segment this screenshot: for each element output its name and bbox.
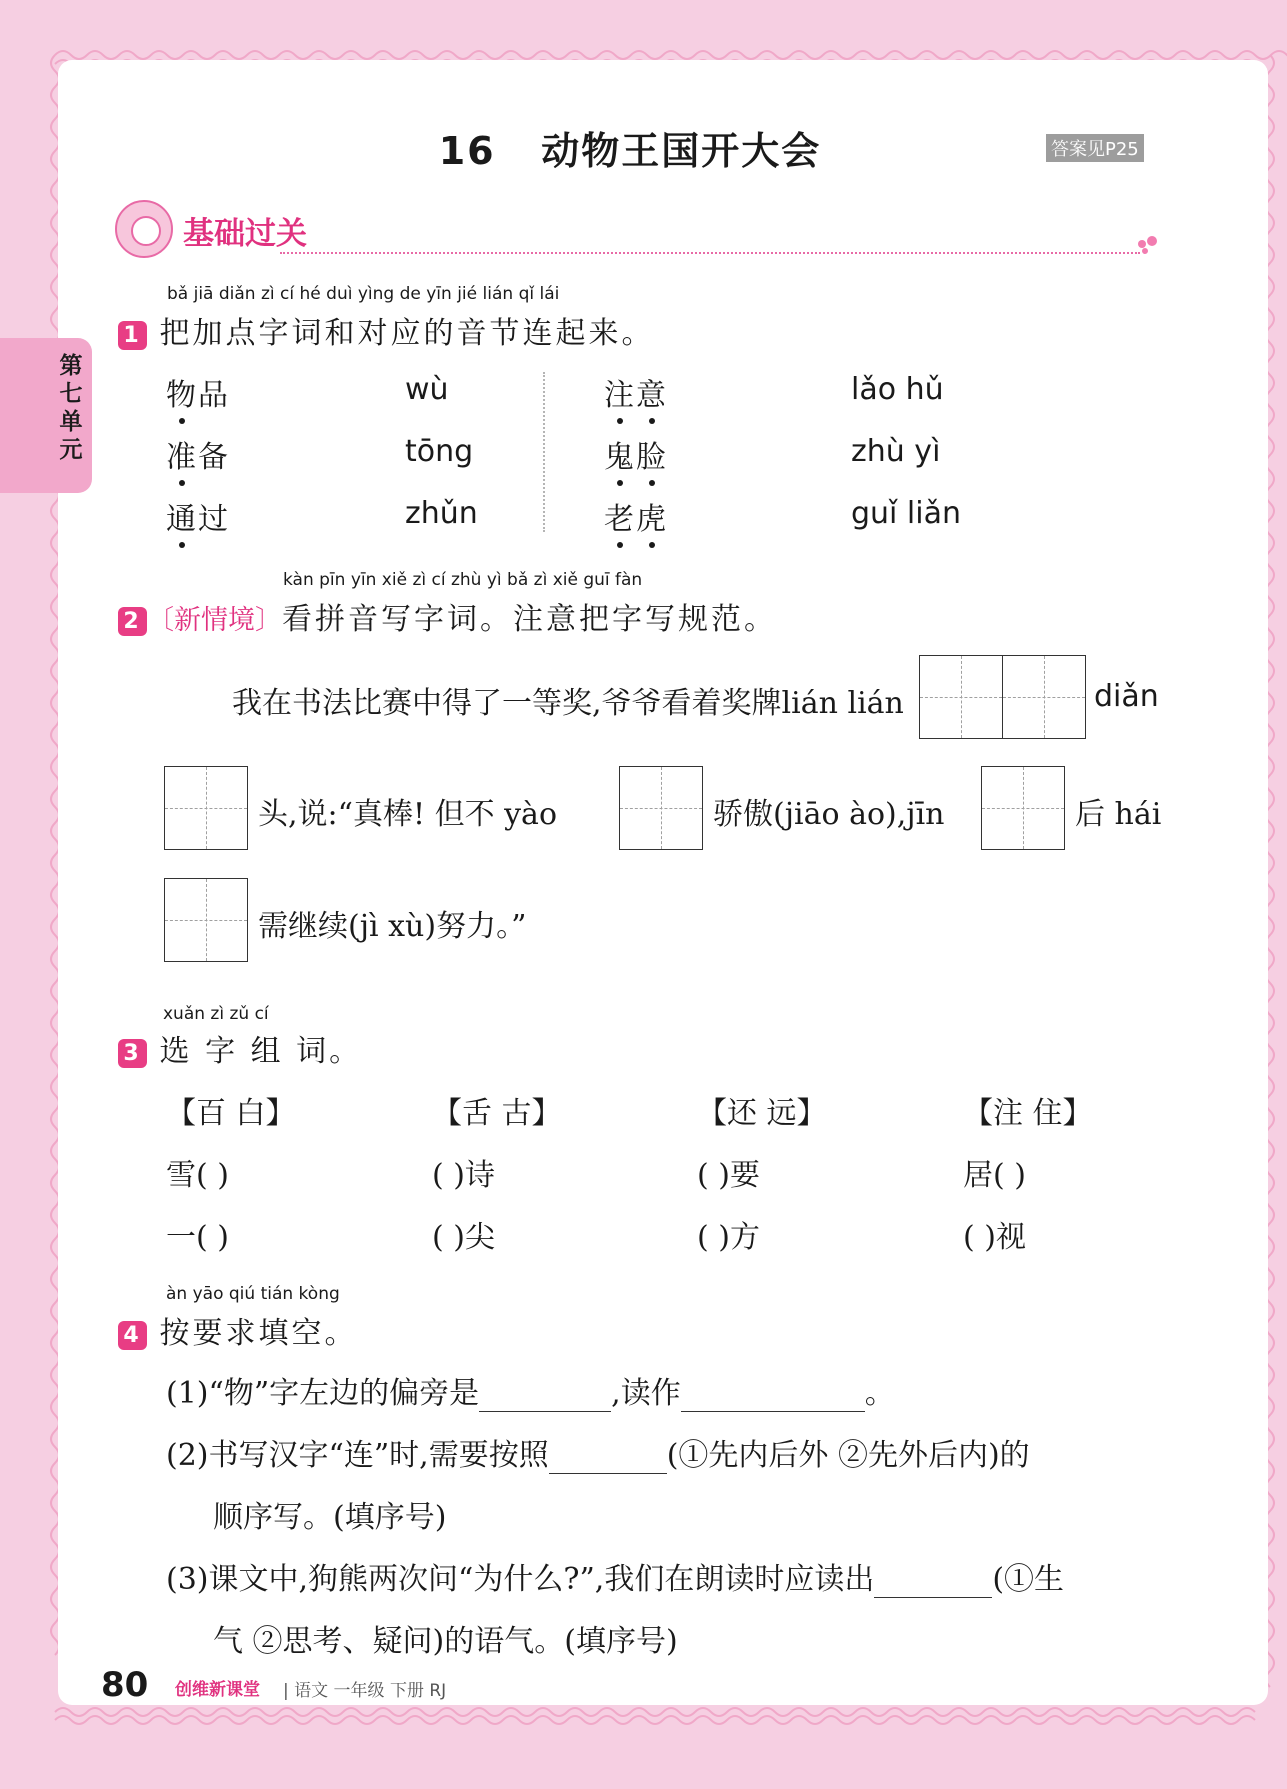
- q4-item-1-a: (1)“物”字左边的偏旁是: [166, 1376, 480, 1411]
- q1-syllable-3[interactable]: zhǔn: [405, 496, 478, 531]
- q1-word-1-dotted-char: 物: [166, 370, 198, 414]
- q1-text: 把加点字词和对应的音节连起来。: [159, 316, 655, 351]
- q1-word-3[interactable]: 通过: [166, 494, 230, 538]
- q4-item-3-c: 气 ②思考、疑问)的语气。(填序号): [213, 1624, 678, 1659]
- footer-brand: 创维新课堂: [175, 1680, 260, 1700]
- q3-blank-3-2[interactable]: ( )方: [697, 1220, 760, 1255]
- q2-number-badge: 2: [118, 607, 147, 636]
- footer-info: | 语文 一年级 下册 RJ: [283, 1681, 447, 1701]
- answer-reference-badge: 答案见P25: [1046, 134, 1144, 162]
- q4-pinyin: àn yāo qiú tián kòng: [166, 1284, 340, 1304]
- q1-instruction: [118, 308, 655, 352]
- q1-word-4-dotted-char-2: 意: [636, 370, 668, 414]
- q4-item-1: [166, 1368, 895, 1412]
- q1-word-5-dotted-char: 鬼: [604, 432, 636, 476]
- q3-blank-3-1[interactable]: ( )要: [697, 1158, 760, 1193]
- q3-blank-4-2[interactable]: ( )视: [963, 1220, 1026, 1255]
- q1-word-2[interactable]: 准备: [166, 432, 230, 476]
- q3-blank-4-1[interactable]: 居( ): [963, 1158, 1026, 1193]
- q3-instruction: [118, 1026, 362, 1070]
- q4-item-2-b: (①先内后外 ②先外后内)的: [666, 1438, 1030, 1473]
- q2-pinyin: kàn pīn yīn xiě zì cí zhù yì bǎ zì xiě guī fàn: [283, 570, 643, 590]
- q1-word-3-dotted-char: 通: [166, 494, 198, 538]
- q3-blank-1-1[interactable]: 雪( ): [166, 1158, 229, 1193]
- q3-group-1: 【百 白】: [166, 1096, 296, 1131]
- cartoon-animal-icon: [115, 200, 173, 258]
- q3-number-badge: 3: [118, 1039, 147, 1068]
- q4-item-3-b: (①生: [992, 1562, 1065, 1597]
- lesson-number: 16: [438, 129, 496, 173]
- q1-number-badge: 1: [118, 321, 147, 350]
- q1-column-divider: [543, 372, 545, 532]
- q4-item-2-c: 顺序写。(填序号): [213, 1500, 447, 1535]
- q2-line-2-c: 后 hái: [1075, 797, 1162, 832]
- q3-blank-2-1[interactable]: ( )诗: [432, 1158, 495, 1193]
- q1-word-1[interactable]: 物品: [166, 370, 230, 414]
- q4-item-3: [166, 1554, 1064, 1598]
- q2-line-2-a: 头,说:“真棒! 但不 yào: [258, 797, 558, 832]
- write-box[interactable]: [164, 878, 248, 962]
- q4-number-badge: 4: [118, 1321, 147, 1350]
- q2-text: 看拼音写字词。注意把字写规范。: [282, 602, 777, 637]
- answer-blank[interactable]: [874, 1562, 992, 1598]
- write-box[interactable]: [619, 766, 703, 850]
- decorative-dots-icon: [1138, 236, 1158, 256]
- lesson-title: [380, 120, 880, 175]
- unit-side-tab: [0, 338, 92, 493]
- q2-instruction: [118, 594, 777, 638]
- q2-tag: 〔新情境〕: [147, 605, 282, 636]
- q3-group-2: 【舌 古】: [432, 1096, 562, 1131]
- answer-blank[interactable]: [681, 1376, 865, 1412]
- q2-line-1-end: diǎn: [1094, 679, 1159, 714]
- page-number: 80: [101, 1665, 149, 1705]
- q3-group-4: 【注 住】: [963, 1096, 1093, 1131]
- section-title: 基础过关: [183, 216, 307, 252]
- q1-word-4-dotted-char: 注: [604, 370, 636, 414]
- q2-line-2-b: 骄傲(jiāo ào),jīn: [713, 797, 945, 832]
- q2-line-3: 需继续(jì xù)努力。”: [258, 909, 527, 944]
- write-box[interactable]: [919, 655, 1003, 739]
- unit-side-tab-label: 第七单元: [59, 353, 83, 463]
- q1-word-2-dotted-char: 准: [166, 432, 198, 476]
- q4-item-2: [166, 1430, 1030, 1474]
- q4-item-1-b: ,读作: [611, 1376, 681, 1411]
- lesson-title-text: 动物王国开大会: [541, 129, 822, 173]
- section-divider: [280, 252, 1140, 254]
- q4-item-3-a: (3)课文中,狗熊两次问“为什么?”,我们在朗读时应读出: [166, 1562, 875, 1597]
- q3-blank-1-2[interactable]: 一( ): [166, 1220, 229, 1255]
- write-box[interactable]: [164, 766, 248, 850]
- answer-blank[interactable]: [549, 1438, 667, 1474]
- answer-blank[interactable]: [479, 1376, 611, 1412]
- q1-syllable-6[interactable]: guǐ liǎn: [851, 496, 961, 531]
- q4-text: 按要求填空。: [159, 1316, 358, 1351]
- q1-word-5-dotted-char-2: 脸: [636, 432, 668, 476]
- q4-instruction: [118, 1308, 358, 1352]
- q4-item-2-a: (2)书写汉字“连”时,需要按照: [166, 1438, 549, 1473]
- q1-word-6-dotted-char: 老: [604, 494, 636, 538]
- q1-word-6[interactable]: [604, 494, 668, 538]
- q1-syllable-4[interactable]: lǎo hǔ: [851, 372, 944, 407]
- q2-line-1: 我在书法比赛中得了一等奖,爷爷看着奖牌lián lián: [232, 686, 904, 721]
- q1-syllable-1[interactable]: wù: [405, 372, 449, 407]
- q3-group-3: 【还 远】: [697, 1096, 827, 1131]
- write-box[interactable]: [981, 766, 1065, 850]
- write-box[interactable]: [1002, 655, 1086, 739]
- q4-item-1-c: 。: [864, 1376, 895, 1411]
- q1-word-6-dotted-char-2: 虎: [636, 494, 668, 538]
- q1-syllable-2[interactable]: tōng: [405, 434, 474, 469]
- q3-pinyin: xuǎn zì zǔ cí: [163, 1004, 269, 1024]
- q1-syllable-5[interactable]: zhù yì: [851, 434, 941, 469]
- q1-pinyin: bǎ jiā diǎn zì cí hé duì yìng de yīn jié lián qǐ lái: [167, 284, 560, 304]
- q3-blank-2-2[interactable]: ( )尖: [432, 1220, 495, 1255]
- q1-word-5[interactable]: [604, 432, 668, 476]
- q3-text: 选 字 组 词。: [159, 1034, 363, 1069]
- q1-word-4[interactable]: [604, 370, 668, 414]
